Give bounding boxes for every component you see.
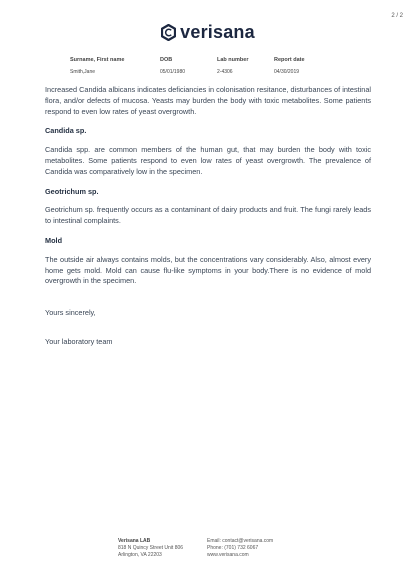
patient-info-header-row: [70, 57, 350, 63]
header-dob: DOB: [160, 57, 173, 63]
geotrichum-paragraph: Geotrichum sp. frequently occurs as a contaminant of dairy products and fruit. The fungi rarely leads to intestinal complaints.: [45, 205, 371, 226]
mold-heading: Mold: [45, 235, 63, 245]
closing-greeting: Yours sincerely,: [45, 308, 96, 317]
header-report-date: Report date: [274, 57, 305, 63]
patient-info-table: [70, 57, 350, 75]
verisana-logo-icon: [161, 24, 176, 41]
footer-contact: [207, 538, 273, 560]
footer-address-line2: Arlington, VA 22203: [118, 552, 162, 559]
footer-website[interactable]: www.verisana.com: [207, 552, 249, 559]
mold-paragraph: The outside air always contains molds, but the concentrations vary considerably. Also, almost every home gets mold. Mold can cause flu-like symptoms in your body.There is no evidence of mold overgrowth in the specimen.: [45, 254, 371, 286]
verisana-logo: [0, 22, 416, 43]
footer-address-line1: 818 N Quincy Street Unit 806: [118, 545, 184, 552]
footer: [118, 538, 318, 560]
value-name: Smith,Jane: [70, 69, 96, 75]
footer-address: [118, 538, 207, 560]
geotrichum-heading: Geotrichum sp.: [45, 186, 99, 196]
value-dob: 05/01/1980: [160, 69, 186, 75]
header-lab-number: Lab number: [217, 57, 249, 63]
candida-heading: Candida sp.: [45, 126, 87, 136]
candida-paragraph: Candida spp. are common members of the human gut, that may burden the body with toxic metabolites. Some patients respond to even low rates of yeast overgrowth. The prevalence of Candida was comparatively low in the specimen.: [45, 145, 371, 176]
logo-text: verisana: [180, 22, 255, 42]
patient-info-value-row: [70, 63, 350, 75]
report-body: [45, 85, 371, 296]
page-number: 2 / 2: [391, 13, 403, 19]
closing-signature: Your laboratory team: [45, 337, 113, 346]
header-surname: Surname, First name: [70, 57, 125, 63]
footer-lab-name: Verisana LAB: [118, 538, 151, 544]
value-report-date: 04/30/2019: [274, 69, 300, 75]
intro-paragraph: Increased Candida albicans indicates deficiancies in colonisation resitance, disturbances of intestinal flora, and/or defects of mucosa. Yeasts may burden the body with toxic metabolites. Some patients respond to even low rates of yeast overgrowth.: [45, 85, 371, 116]
footer-email[interactable]: Email: contact@verisana.com: [207, 538, 274, 544]
footer-phone: Phone: (701) 732 6067: [207, 545, 259, 552]
value-lab-number: 2-4306: [217, 69, 233, 75]
